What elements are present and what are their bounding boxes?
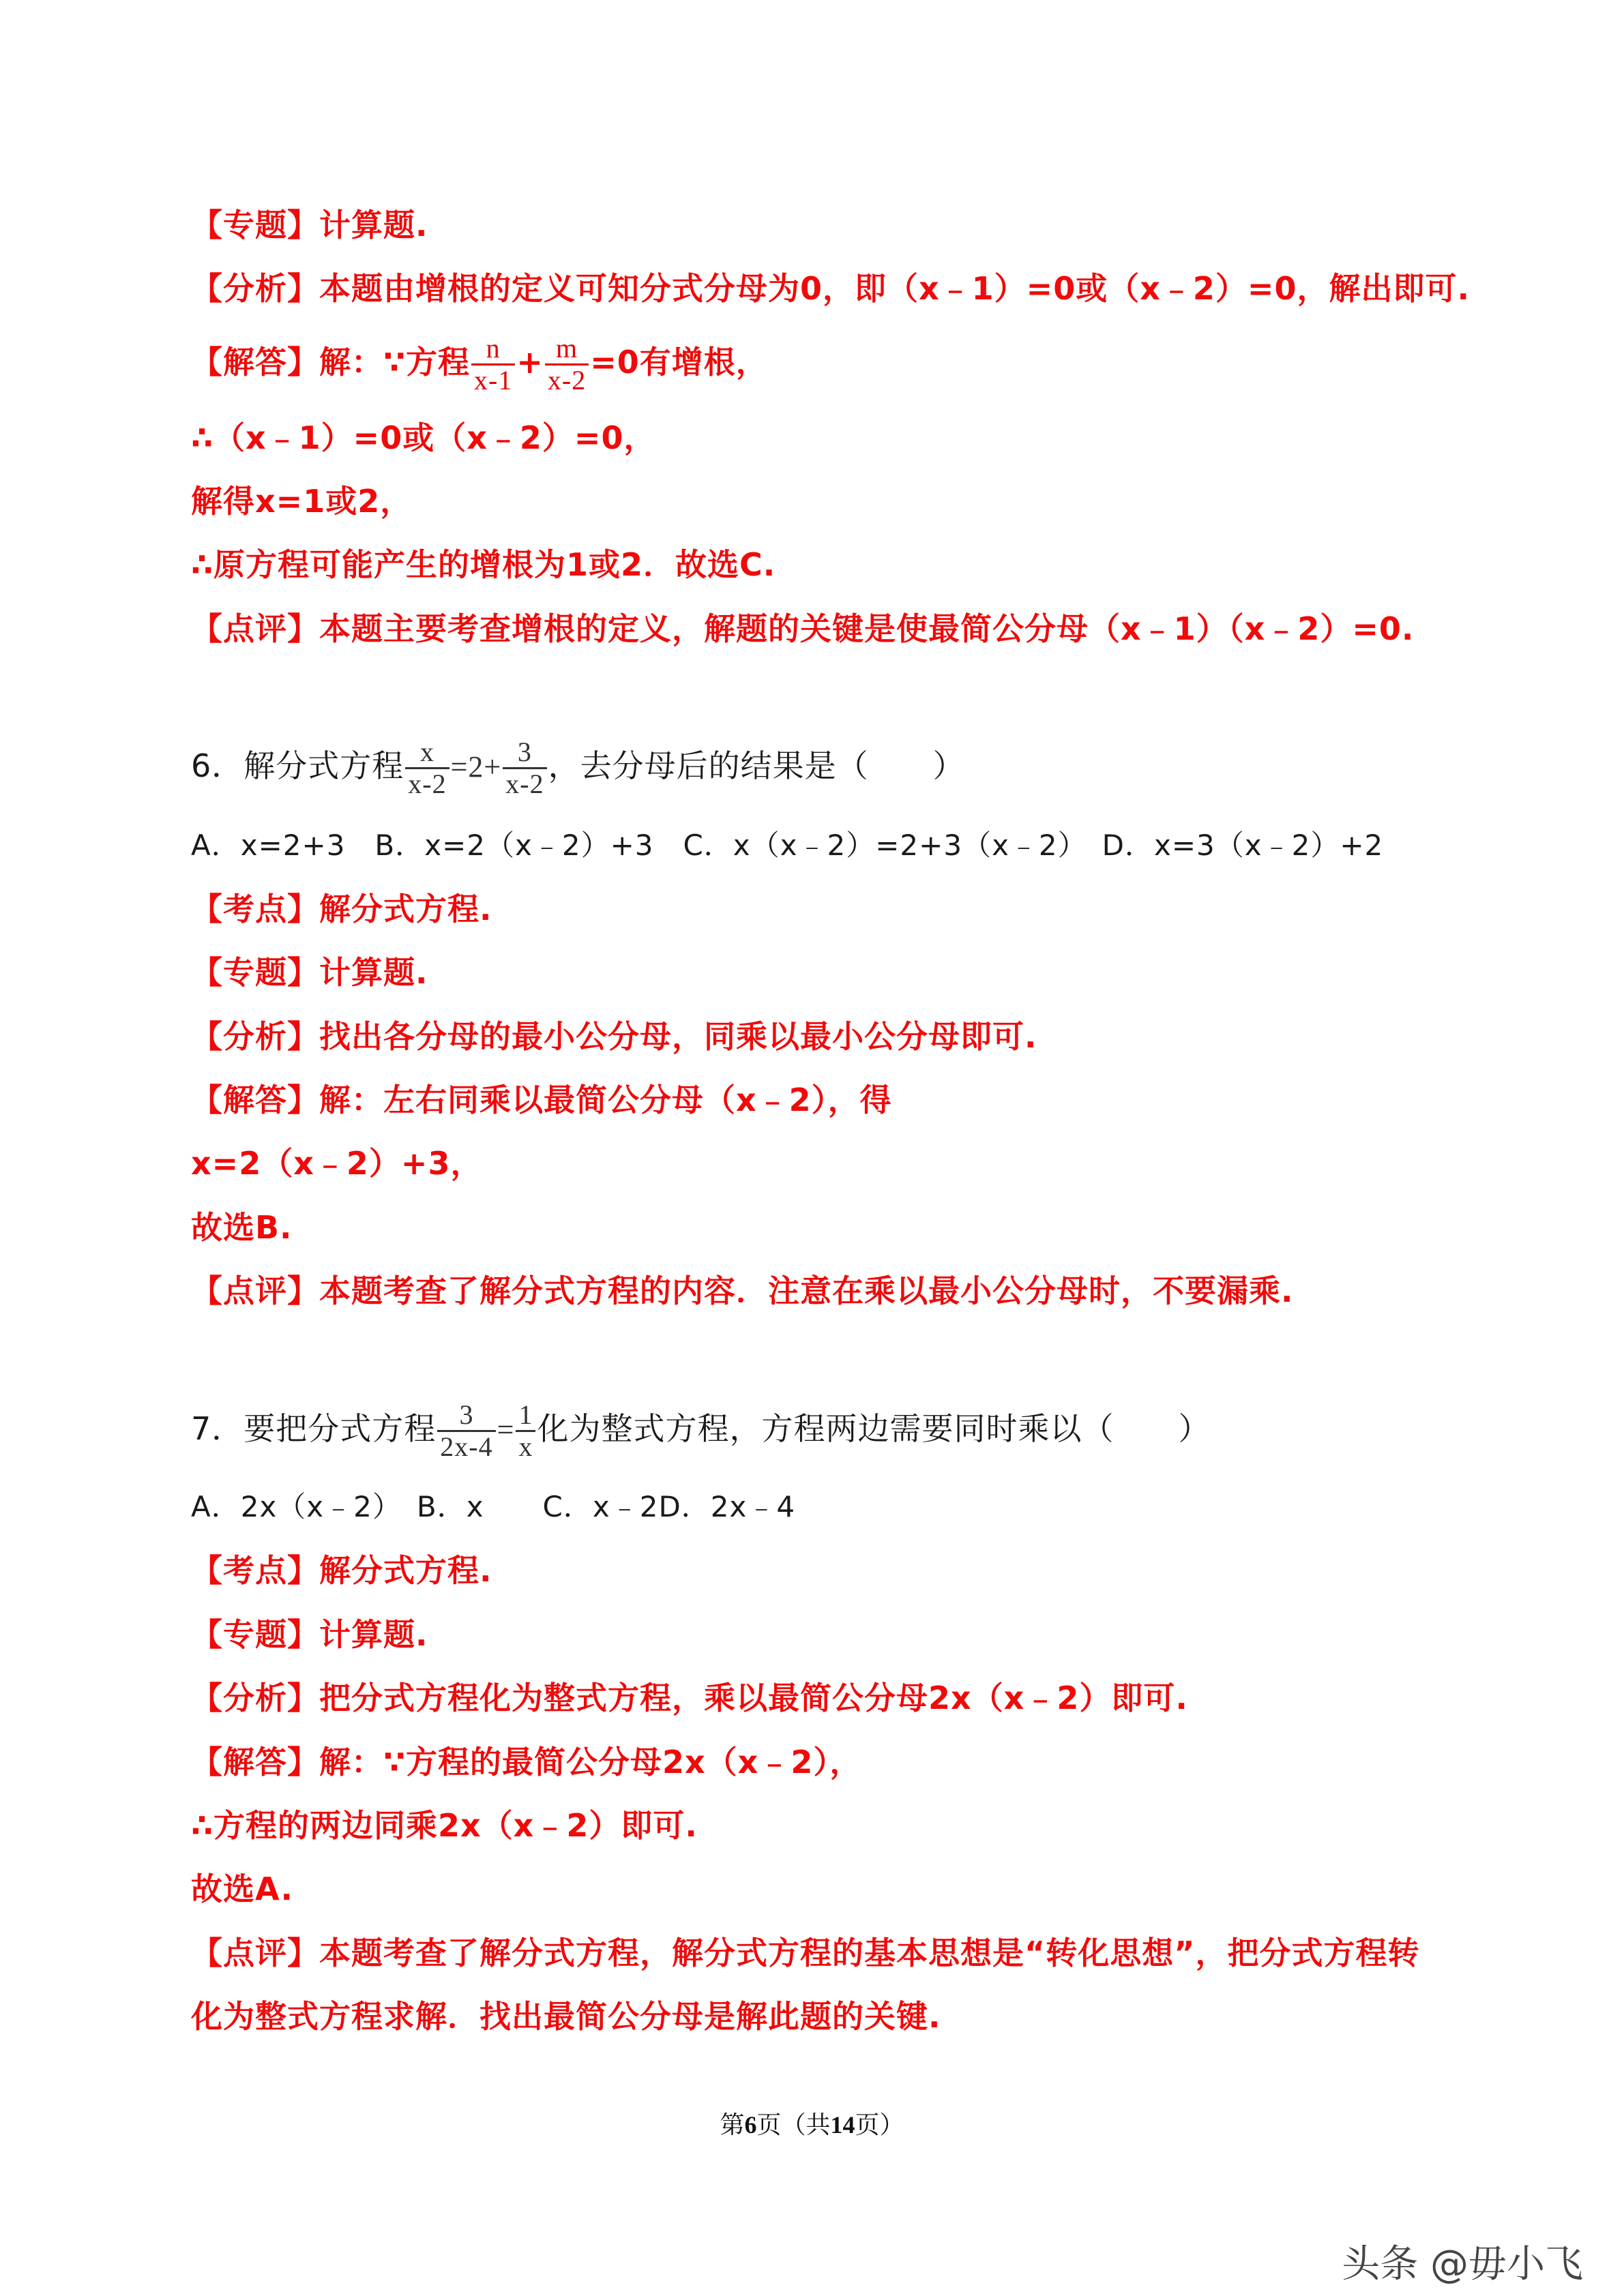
q7-frac1-den: 2x-4 bbox=[437, 1430, 495, 1462]
footer-page-number: 6 bbox=[744, 2111, 757, 2138]
q6-frac2-num: 3 bbox=[517, 736, 532, 767]
q5-frac1-num: n bbox=[486, 333, 501, 363]
q6-line3: 故选B. bbox=[191, 1209, 293, 1246]
q7-comment-line2: 化为整式方程求解．找出最简公分母是解此题的关键. bbox=[191, 1998, 941, 2035]
q7-options: A．2x（x﹣2） B．x C．x﹣2D．2x﹣4 bbox=[191, 1490, 796, 1523]
q7-stem-suffix: 化为整式方程，方程两边需要同时乘以（ ） bbox=[537, 1410, 1211, 1447]
q7-topic: 【专题】计算题. bbox=[191, 1616, 428, 1653]
q6-frac2-den: x-2 bbox=[503, 767, 546, 799]
q5-frac2-num: m bbox=[555, 333, 578, 363]
q5-answer bbox=[191, 331, 768, 396]
q5-line4: ∴原方程可能产生的增根为1或2．故选C. bbox=[191, 546, 776, 583]
q5-comment: 【点评】本题主要考查增根的定义，解题的关键是使最简公分母（x﹣1）（x﹣2）=0. bbox=[191, 610, 1415, 647]
q5-line2: ∴（x﹣1）=0或（x﹣2）=0， bbox=[191, 419, 656, 456]
q6-analysis: 【分析】找出各分母的最小公分母，同乘以最小公分母即可. bbox=[191, 1018, 1037, 1055]
q7-analysis: 【分析】把分式方程化为整式方程，乘以最简公分母2x（x﹣2）即可. bbox=[191, 1680, 1188, 1716]
q7-frac2-num: 1 bbox=[518, 1399, 533, 1430]
footer-post: 页） bbox=[855, 2111, 904, 2138]
footer-total-pages: 14 bbox=[830, 2111, 855, 2138]
q6-fraction-2 bbox=[503, 737, 546, 799]
q7-answer: 【解答】解：∵方程的最简公分母2x（x﹣2）， bbox=[191, 1744, 862, 1780]
q7-stem-prefix: 7．要把分式方程 bbox=[191, 1410, 437, 1447]
q5-frac1-den: x-1 bbox=[471, 363, 515, 396]
q6-stem-prefix: 6．解分式方程 bbox=[191, 747, 404, 784]
q6-stem bbox=[191, 735, 965, 799]
q5-analysis: 【分析】本题由增根的定义可知分式分母为0，即（x﹣1）=0或（x﹣2）=0，解出即可. bbox=[191, 270, 1470, 307]
q6-answer: 【解答】解：左右同乘以最简公分母（x﹣2），得 bbox=[191, 1082, 892, 1118]
page-footer bbox=[0, 2106, 1624, 2141]
q6-line2: x=2（x﹣2）+3， bbox=[191, 1145, 483, 1182]
q7-frac1-num: 3 bbox=[459, 1399, 474, 1430]
q7-mid: = bbox=[497, 1413, 515, 1446]
q5-plus: + bbox=[516, 344, 544, 381]
q6-fraction-1 bbox=[405, 737, 449, 799]
q6-kaodian: 【考点】解分式方程. bbox=[191, 891, 492, 927]
q6-stem-suffix: ，去分母后的结果是（ ） bbox=[548, 747, 965, 784]
q7-comment-line1: 【点评】本题考查了解分式方程，解分式方程的基本思想是“转化思想”，把分式方程转 bbox=[191, 1935, 1420, 1971]
q5-topic: 【专题】计算题. bbox=[191, 207, 428, 243]
q5-fraction-1 bbox=[471, 333, 515, 396]
q7-kaodian: 【考点】解分式方程. bbox=[191, 1552, 492, 1589]
q6-mid: =2+ bbox=[450, 750, 502, 784]
q5-line3: 解得x=1或2， bbox=[191, 483, 413, 520]
q7-fraction-1 bbox=[437, 1400, 495, 1462]
q5-answer-suffix: =0有增根， bbox=[590, 344, 768, 381]
q6-frac1-den: x-2 bbox=[405, 767, 449, 799]
q6-comment: 【点评】本题考查了解分式方程的内容．注意在乘以最小公分母时，不要漏乘. bbox=[191, 1272, 1294, 1309]
footer-pre: 第 bbox=[720, 2111, 745, 2138]
watermark: 头条 @毋小飞 bbox=[1342, 2242, 1583, 2286]
q5-fraction-2 bbox=[545, 333, 589, 396]
q7-line2: ∴方程的两边同乘2x（x﹣2）即可. bbox=[191, 1807, 698, 1844]
q6-options: A．x=2+3 B．x=2（x﹣2）+3 C．x（x﹣2）=2+3（x﹣2） D．x=3（x﹣2）+2 bbox=[191, 829, 1384, 862]
q7-fraction-2 bbox=[516, 1400, 535, 1462]
q7-line3: 故选A. bbox=[191, 1870, 293, 1907]
footer-mid: 页（共 bbox=[756, 2111, 831, 2138]
q5-frac2-den: x-2 bbox=[545, 363, 589, 396]
q7-frac2-den: x bbox=[516, 1430, 535, 1462]
q6-frac1-num: x bbox=[419, 736, 434, 767]
q7-stem bbox=[191, 1398, 1210, 1462]
q5-answer-prefix: 【解答】解：∵方程 bbox=[191, 344, 471, 381]
q6-topic: 【专题】计算题. bbox=[191, 954, 428, 991]
